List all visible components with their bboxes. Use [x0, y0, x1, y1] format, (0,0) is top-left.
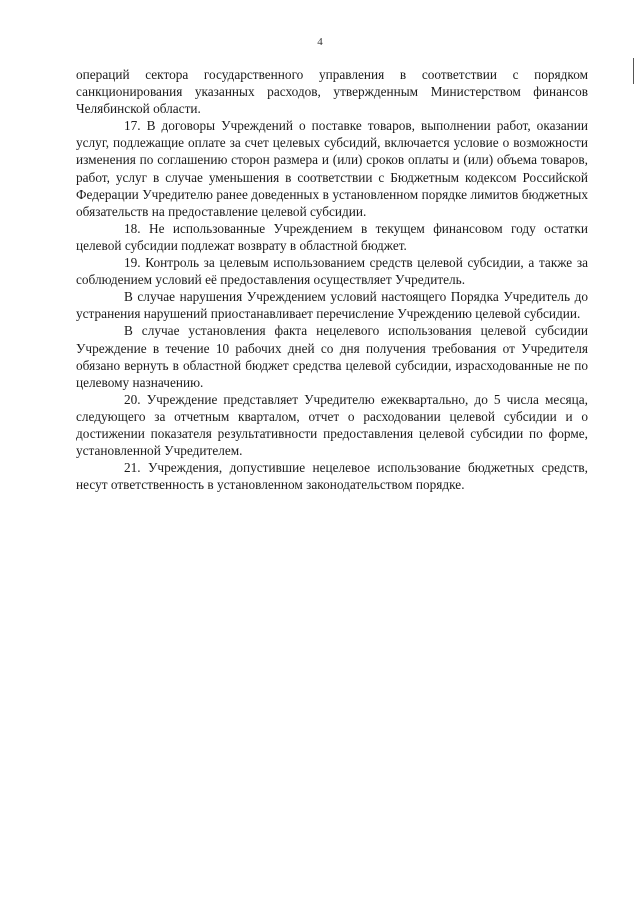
paragraph-19-misuse: В случае установления факта нецелевого использования целевой субсидии Учреждение в течение 10 рабочих дней со дня получения требования от Учредителя обязано вернуть в областной бюджет средства целевой субсидии, израсходованные не по целевому назначению.: [76, 323, 588, 390]
document-body: [76, 66, 588, 493]
paragraph-18: 18. Не использованные Учреждением в текущем финансовом году остатки целевой субсидии подлежат возврату в областной бюджет.: [76, 220, 588, 253]
paragraph-17: 17. В договоры Учреждений о поставке товаров, выполнении работ, оказании услуг, подлежащие оплате за счет целевых субсидий, включается условие о возможности изменения по соглашению сторон размера и (или) сроков оплаты и (или) объема товаров, работ, услуг в случае уменьшения в соответствии с Бюджетным кодексом Российской Федерации Учредителю ранее доведенных в установленном порядке лимитов бюджетных обязательств на предоставление целевой субсидии.: [76, 118, 588, 219]
paragraph-19: 19. Контроль за целевым использованием средств целевой субсидии, а также за соблюдением условий её предоставления осуществляет Учредитель.: [76, 255, 588, 288]
page-number: 4: [317, 36, 323, 48]
paragraph-continuation: операций сектора государственного управления в соответствии с порядком санкционирования указанных расходов, утвержденным Министерством финансов Челябинской области.: [76, 67, 588, 117]
scan-edge-mark: [633, 58, 634, 84]
paragraph-20: 20. Учреждение представляет Учредителю ежеквартально, до 5 числа месяца, следующего за отчетным кварталом, отчет о расходовании целевой субсидии и о достижении показателя результативности предоставления целевой субсидии по форме, установленной Учредителем.: [76, 391, 588, 459]
paragraph-19-violation: В случае нарушения Учреждением условий настоящего Порядка Учредитель до устранения нарушений приостанавливает перечисление Учреждению целевой субсидии.: [76, 289, 588, 322]
paragraph-21: 21. Учреждения, допустившие нецелевое использование бюджетных средств, несут ответственность в установленном законодательством порядке.: [76, 460, 588, 493]
